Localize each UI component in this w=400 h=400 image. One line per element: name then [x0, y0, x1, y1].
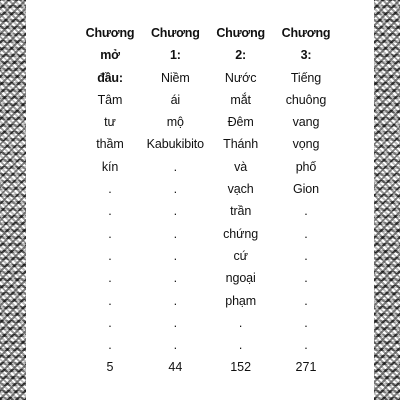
chapter-title-line: vạch: [227, 182, 254, 197]
chapter-heading-line: Chương: [150, 26, 200, 40]
chapter-title-line: trần: [230, 204, 252, 219]
leader-dot: .: [108, 271, 112, 286]
chapter-heading-line: 2:: [235, 48, 247, 63]
leader-dot: .: [304, 271, 308, 286]
leader-dot: .: [173, 226, 178, 241]
leader-dot: .: [173, 248, 178, 263]
leader-dot: .: [173, 271, 178, 286]
chapter-title-line: vang: [292, 115, 320, 130]
chapter-heading-line: 3:: [300, 48, 312, 63]
leader-dot: .: [108, 338, 112, 353]
toc-column-chapter-2: [209, 22, 273, 379]
decorative-border-left: [0, 0, 26, 400]
chapter-title-line: chuông: [285, 92, 327, 107]
page-number: 152: [230, 360, 252, 375]
toc-column-chapter-3: [274, 22, 338, 379]
leader-dot: .: [304, 338, 308, 353]
chapter-title-line: mắt: [230, 92, 251, 107]
leader-dot: .: [173, 204, 178, 219]
chapter-title-line: Tiếng: [290, 70, 322, 85]
page-number: 5: [106, 360, 114, 375]
leader-dot: .: [173, 159, 178, 174]
chapter-title-line: Niềm: [160, 70, 190, 85]
chapter-title-line: Gion: [292, 182, 319, 197]
toc-column-prologue: [78, 22, 142, 379]
leader-dot: .: [108, 248, 112, 263]
chapter-title-line: tư: [104, 115, 116, 130]
chapter-title-line: ngoại: [225, 271, 256, 286]
leader-dot: .: [173, 338, 178, 353]
leader-dot: .: [173, 293, 178, 308]
chapter-title-line: Thánh: [223, 137, 259, 152]
page-number: 44: [168, 360, 183, 375]
chapter-heading-line: Chương: [85, 26, 135, 40]
leader-dot: .: [108, 293, 112, 308]
leader-dot: .: [304, 315, 308, 330]
chapter-title-line: Tâm: [97, 92, 123, 107]
chapter-title-line: ái: [170, 92, 181, 107]
chapter-title-line: Nước: [224, 70, 257, 85]
chapter-title-line: và: [234, 159, 248, 174]
leader-dot: .: [108, 182, 112, 197]
table-of-contents: [78, 22, 338, 379]
leader-dot: .: [238, 315, 243, 330]
chapter-title-line: thầm: [96, 137, 124, 152]
chapter-title-line: cứ: [233, 248, 248, 263]
toc-column-chapter-1: [143, 22, 207, 379]
leader-dot: .: [304, 204, 308, 219]
leader-dot: .: [304, 248, 308, 263]
page-number: 271: [295, 360, 317, 375]
decorative-border-right: [374, 0, 400, 400]
chapter-title-line: phố: [295, 159, 317, 174]
chapter-title-line: mộ: [166, 115, 184, 130]
chapter-title-line: chứng: [223, 226, 259, 241]
chapter-title-line: phạm: [225, 293, 257, 308]
leader-dot: .: [108, 315, 112, 330]
leader-dot: .: [304, 226, 308, 241]
chapter-heading-line: 1:: [169, 48, 181, 63]
chapter-heading-line: Chương: [281, 26, 331, 40]
leader-dot: .: [108, 226, 112, 241]
leader-dot: .: [173, 182, 178, 197]
chapter-heading-line: Chương: [216, 26, 265, 40]
chapter-title-line: vọng: [292, 137, 320, 152]
leader-dot: .: [238, 338, 243, 353]
chapter-heading-line: mở: [100, 48, 120, 63]
chapter-title-line: Kabukibito: [146, 137, 205, 152]
chapter-heading-line: đầu:: [97, 70, 123, 85]
leader-dot: .: [173, 315, 178, 330]
chapter-title-line: kín: [101, 159, 119, 174]
chapter-title-line: Đêm: [227, 115, 254, 130]
leader-dot: .: [108, 204, 112, 219]
leader-dot: .: [304, 293, 308, 308]
